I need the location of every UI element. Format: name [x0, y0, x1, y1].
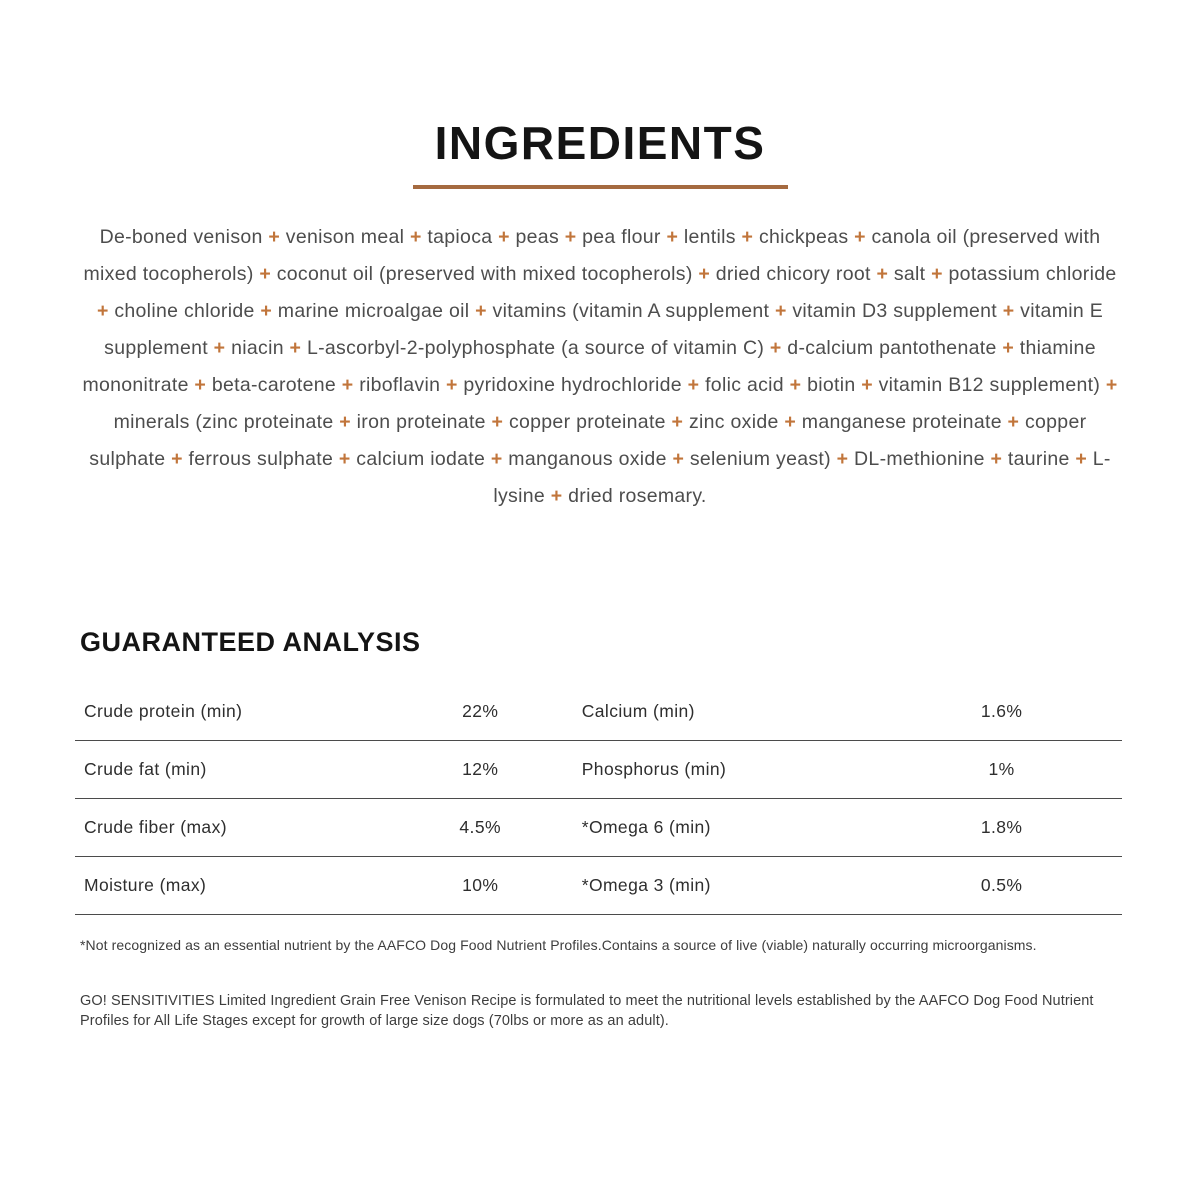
plus-separator: +: [665, 411, 689, 433]
plus-separator: +: [440, 374, 464, 396]
ingredient-item: zinc oxide: [688, 411, 779, 433]
ingredient-item: potassium chloride: [948, 263, 1117, 285]
nutrient-value: 0.5%: [980, 875, 1023, 895]
title-underline-rule: [413, 185, 788, 189]
ingredient-item: salt: [893, 263, 926, 285]
nutrient-value: 1%: [988, 759, 1015, 779]
plus-separator: +: [870, 263, 894, 285]
ingredient-item: tapioca: [427, 226, 493, 248]
ingredient-item: ferrous sulphate: [188, 448, 334, 470]
ingredient-item: iron proteinate: [356, 411, 486, 433]
plus-separator: +: [1001, 411, 1025, 433]
ingredient-item: vitamins (vitamin A supplement: [492, 300, 770, 322]
analysis-row: [75, 857, 1122, 915]
plus-separator: +: [769, 300, 793, 322]
plus-separator: +: [997, 300, 1021, 322]
nutrient-label: *Omega 3 (min): [581, 875, 711, 895]
plus-separator: +: [692, 263, 716, 285]
ingredient-item: taurine: [1007, 448, 1070, 470]
nutrient-value: 10%: [462, 875, 499, 895]
plus-separator: +: [254, 300, 278, 322]
ingredient-item: vitamin E supplement: [104, 300, 1104, 359]
plus-separator: +: [207, 337, 232, 359]
plus-separator: +: [660, 226, 684, 248]
plus-separator: +: [404, 226, 428, 248]
plus-separator: +: [984, 448, 1008, 470]
plus-separator: +: [485, 448, 509, 470]
plus-separator: +: [333, 448, 357, 470]
ingredient-item: beta-carotene: [211, 374, 337, 396]
plus-separator: +: [1069, 448, 1093, 470]
plus-separator: +: [469, 300, 493, 322]
ingredient-item: thiamine mononitrate: [82, 337, 1096, 396]
ingredient-item: vitamin D3 supplement: [792, 300, 998, 322]
ingredient-item: dried chicory root: [715, 263, 871, 285]
ingredient-item: pyridoxine hydrochloride: [463, 374, 682, 396]
nutrient-label: Phosphorus (min): [581, 759, 727, 779]
aafco-statement: GO! SENSITIVITIES Limited Ingredient Grain Free Venison Recipe is formulated to meet the nutritional levels established by the AAFCO Dog Food Nutrient Profiles for All Life Stages except for growth of large size dogs (70lbs or more as an adult).: [80, 993, 1094, 1029]
plus-separator: +: [96, 300, 115, 322]
ingredient-item: dried rosemary.: [568, 485, 707, 507]
nutrient-value: 12%: [462, 759, 499, 779]
analysis-row: [75, 799, 1122, 857]
ingredient-item: venison meal: [285, 226, 405, 248]
ingredient-item: niacin: [231, 337, 284, 359]
nutrient-label: *Omega 6 (min): [581, 817, 711, 837]
plus-separator: +: [681, 374, 706, 396]
ingredient-item: L-lysine: [493, 448, 1111, 507]
ingredient-item: selenium yeast): [689, 448, 831, 470]
plus-separator: +: [333, 411, 357, 433]
ingredient-item: manganous oxide: [508, 448, 667, 470]
plus-separator: +: [188, 374, 212, 396]
ingredient-item: De-boned venison: [99, 226, 263, 248]
analysis-row: [75, 741, 1122, 799]
nutrient-label: Crude protein (min): [84, 701, 243, 721]
ingredient-item: coconut oil (preserved with mixed tocopherols): [276, 263, 693, 285]
ingredient-item: manganese proteinate: [801, 411, 1002, 433]
ingredient-item: lentils: [683, 226, 736, 248]
plus-separator: +: [283, 337, 307, 359]
ingredient-item: d-calcium pantothenate: [787, 337, 997, 359]
asterisk-footnote: *Not recognized as an essential nutrient by the AAFCO Dog Food Nutrient Profiles.Contains a source of live (viable) naturally occurring microorganisms.: [80, 937, 1037, 953]
plus-separator: +: [336, 374, 360, 396]
plus-separator: +: [778, 411, 802, 433]
guaranteed-analysis-table: [75, 683, 1122, 915]
nutrient-label: Calcium (min): [581, 701, 695, 721]
guaranteed-analysis-title: GUARANTEED ANALYSIS: [80, 627, 421, 657]
ingredient-item: choline chloride: [114, 300, 255, 322]
nutrient-value: 1.6%: [980, 701, 1023, 721]
ingredient-item: copper proteinate: [508, 411, 666, 433]
ingredient-item: riboflavin: [359, 374, 441, 396]
plus-separator: +: [559, 226, 583, 248]
plus-separator: +: [253, 263, 277, 285]
plus-separator: +: [830, 448, 855, 470]
ingredients-paragraph: [77, 219, 1123, 515]
plus-separator: +: [492, 226, 516, 248]
plus-separator: +: [165, 448, 189, 470]
plus-separator: +: [855, 374, 879, 396]
plus-separator: +: [1100, 374, 1118, 396]
ingredient-item: biotin: [807, 374, 856, 396]
ingredient-item: chickpeas: [758, 226, 849, 248]
nutrient-value: 22%: [462, 701, 499, 721]
ingredient-item: calcium iodate: [356, 448, 486, 470]
ingredient-item: folic acid: [705, 374, 784, 396]
ingredient-item: L-ascorbyl-2-polyphosphate (a source of vitamin C): [306, 337, 765, 359]
ingredient-item: peas: [515, 226, 560, 248]
page-title: INGREDIENTS: [434, 117, 766, 169]
ingredient-item: pea flour: [582, 226, 661, 248]
plus-separator: +: [485, 411, 509, 433]
ingredient-item: vitamin B12 supplement): [878, 374, 1101, 396]
ingredient-item: marine microalgae oil: [277, 300, 470, 322]
nutrient-value: 4.5%: [459, 817, 501, 837]
plus-separator: +: [783, 374, 808, 396]
plus-separator: +: [848, 226, 872, 248]
nutrient-label: Moisture (max): [84, 875, 207, 895]
analysis-row: [75, 683, 1122, 741]
nutrient-value: 1.8%: [980, 817, 1023, 837]
nutrient-label: Crude fat (min): [84, 759, 207, 779]
plus-separator: +: [545, 485, 569, 507]
plus-separator: +: [925, 263, 949, 285]
nutrient-label: Crude fiber (max): [84, 817, 227, 837]
ingredient-item: copper sulphate: [89, 411, 1087, 470]
ingredient-item: canola oil (preserved with mixed tocopherols): [83, 226, 1101, 285]
plus-separator: +: [735, 226, 759, 248]
plus-separator: +: [996, 337, 1020, 359]
ingredient-item: DL-methionine: [854, 448, 985, 470]
ingredient-item: minerals (zinc proteinate: [113, 411, 334, 433]
plus-separator: +: [262, 226, 286, 248]
plus-separator: +: [764, 337, 788, 359]
plus-separator: +: [666, 448, 690, 470]
